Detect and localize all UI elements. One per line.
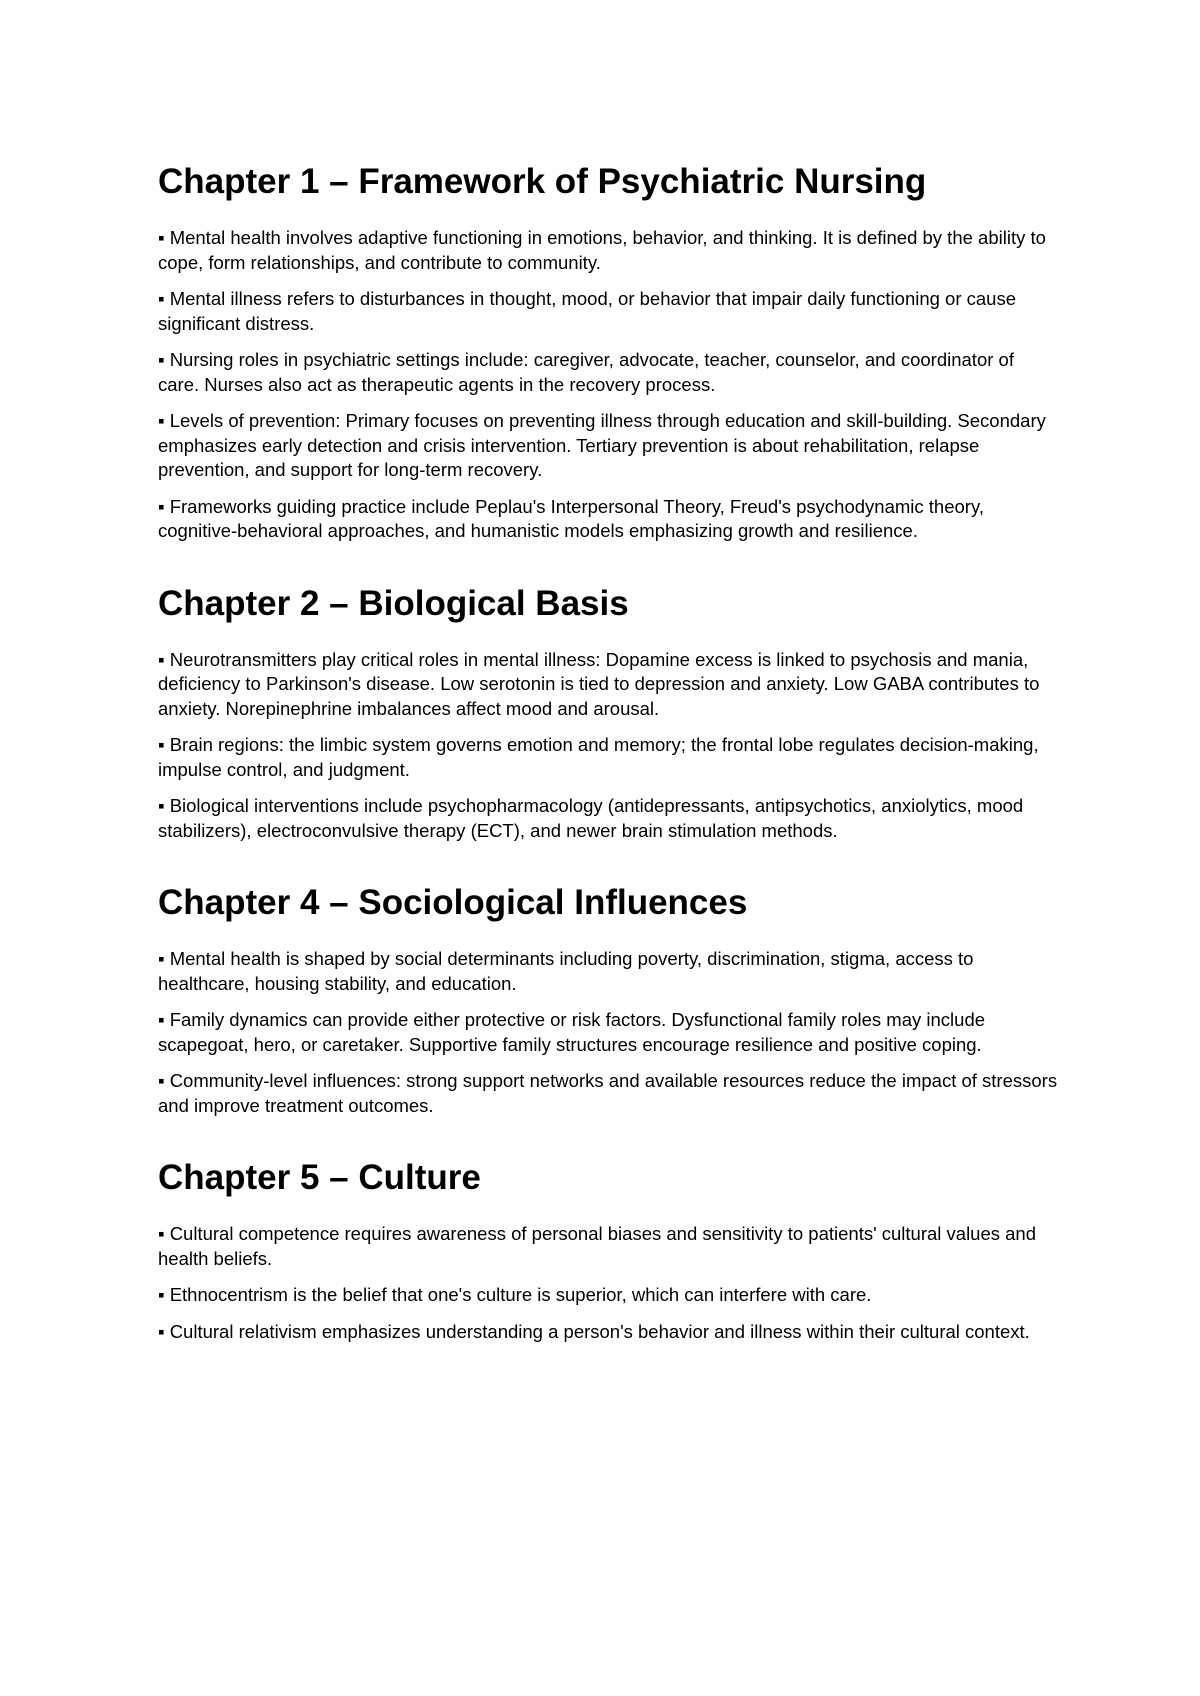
chapter-5-section xyxy=(158,1154,1058,1344)
bullet-item: ▪ Ethnocentrism is the belief that one's culture is superior, which can interfere with care. xyxy=(158,1284,872,1305)
document-page xyxy=(158,158,1058,1344)
bullet-item: ▪ Biological interventions include psychopharmacology (antidepressants, antipsychotics, anxiolytics, mood stabilizers), electroconvulsive therapy (ECT), and newer brain stimulation methods. xyxy=(158,795,1024,841)
chapter-2-section xyxy=(158,580,1058,844)
chapter-title: Chapter 1 – Framework of Psychiatric Nursing xyxy=(158,162,927,201)
bullet-item: ▪ Family dynamics can provide either protective or risk factors. Dysfunctional family roles may include scapegoat, hero, or caretaker. Supportive family structures encourage resilience and positive coping. xyxy=(158,1009,986,1055)
chapter-4-section xyxy=(158,879,1058,1118)
bullet-item: ▪ Cultural relativism emphasizes understanding a person's behavior and illness within their cultural context. xyxy=(158,1320,1030,1342)
chapter-1-section xyxy=(158,158,1058,544)
bullet-item: ▪ Community-level influences: strong support networks and available resources reduce the impact of stressors and improve treatment outcomes. xyxy=(158,1070,1058,1116)
bullet-item: ▪ Neurotransmitters play critical roles in mental illness: Dopamine excess is linked to psychosis and mania, deficiency to Parkinson's disease. Low serotonin is tied to depression and anxiety. Low GABA contributes to anxiety. Norepinephrine imbalances affect mood and arousal. xyxy=(158,648,1040,719)
bullet-item: ▪ Cultural competence requires awareness of personal biases and sensitivity to patients' cultural values and health beliefs. xyxy=(158,1223,1037,1269)
chapter-title: Chapter 4 – Sociological Influences xyxy=(158,883,748,922)
bullet-item: ▪ Frameworks guiding practice include Peplau's Interpersonal Theory, Freud's psychodynamic theory, cognitive-behavioral approaches, and humanistic models emphasizing growth and resilience. xyxy=(158,495,984,541)
bullet-item: ▪ Mental illness refers to disturbances in thought, mood, or behavior that impair daily functioning or cause significant distress. xyxy=(158,288,1017,334)
chapter-title: Chapter 5 – Culture xyxy=(158,1158,481,1197)
bullet-item: ▪ Brain regions: the limbic system governs emotion and memory; the frontal lobe regulates decision-making, impulse control, and judgment. xyxy=(158,734,1039,780)
bullet-item: ▪ Mental health is shaped by social determinants including poverty, discrimination, stigma, access to healthcare, housing stability, and education. xyxy=(158,948,974,994)
chapter-title: Chapter 2 – Biological Basis xyxy=(158,583,629,623)
bullet-item: ▪ Mental health involves adaptive functioning in emotions, behavior, and thinking. It is defined by the ability to cope, form relationships, and contribute to community. xyxy=(158,227,1046,273)
bullet-item: ▪ Levels of prevention: Primary focuses on preventing illness through education and skill-building. Secondary emphasizes early detection and crisis intervention. Tertiary prevention is about rehabilitation, relapse prevention, and support for long-term recovery. xyxy=(158,410,1046,480)
bullet-item: ▪ Nursing roles in psychiatric settings include: caregiver, advocate, teacher, counselor, and coordinator of care. Nurses also act as therapeutic agents in the recovery process. xyxy=(158,349,1014,395)
